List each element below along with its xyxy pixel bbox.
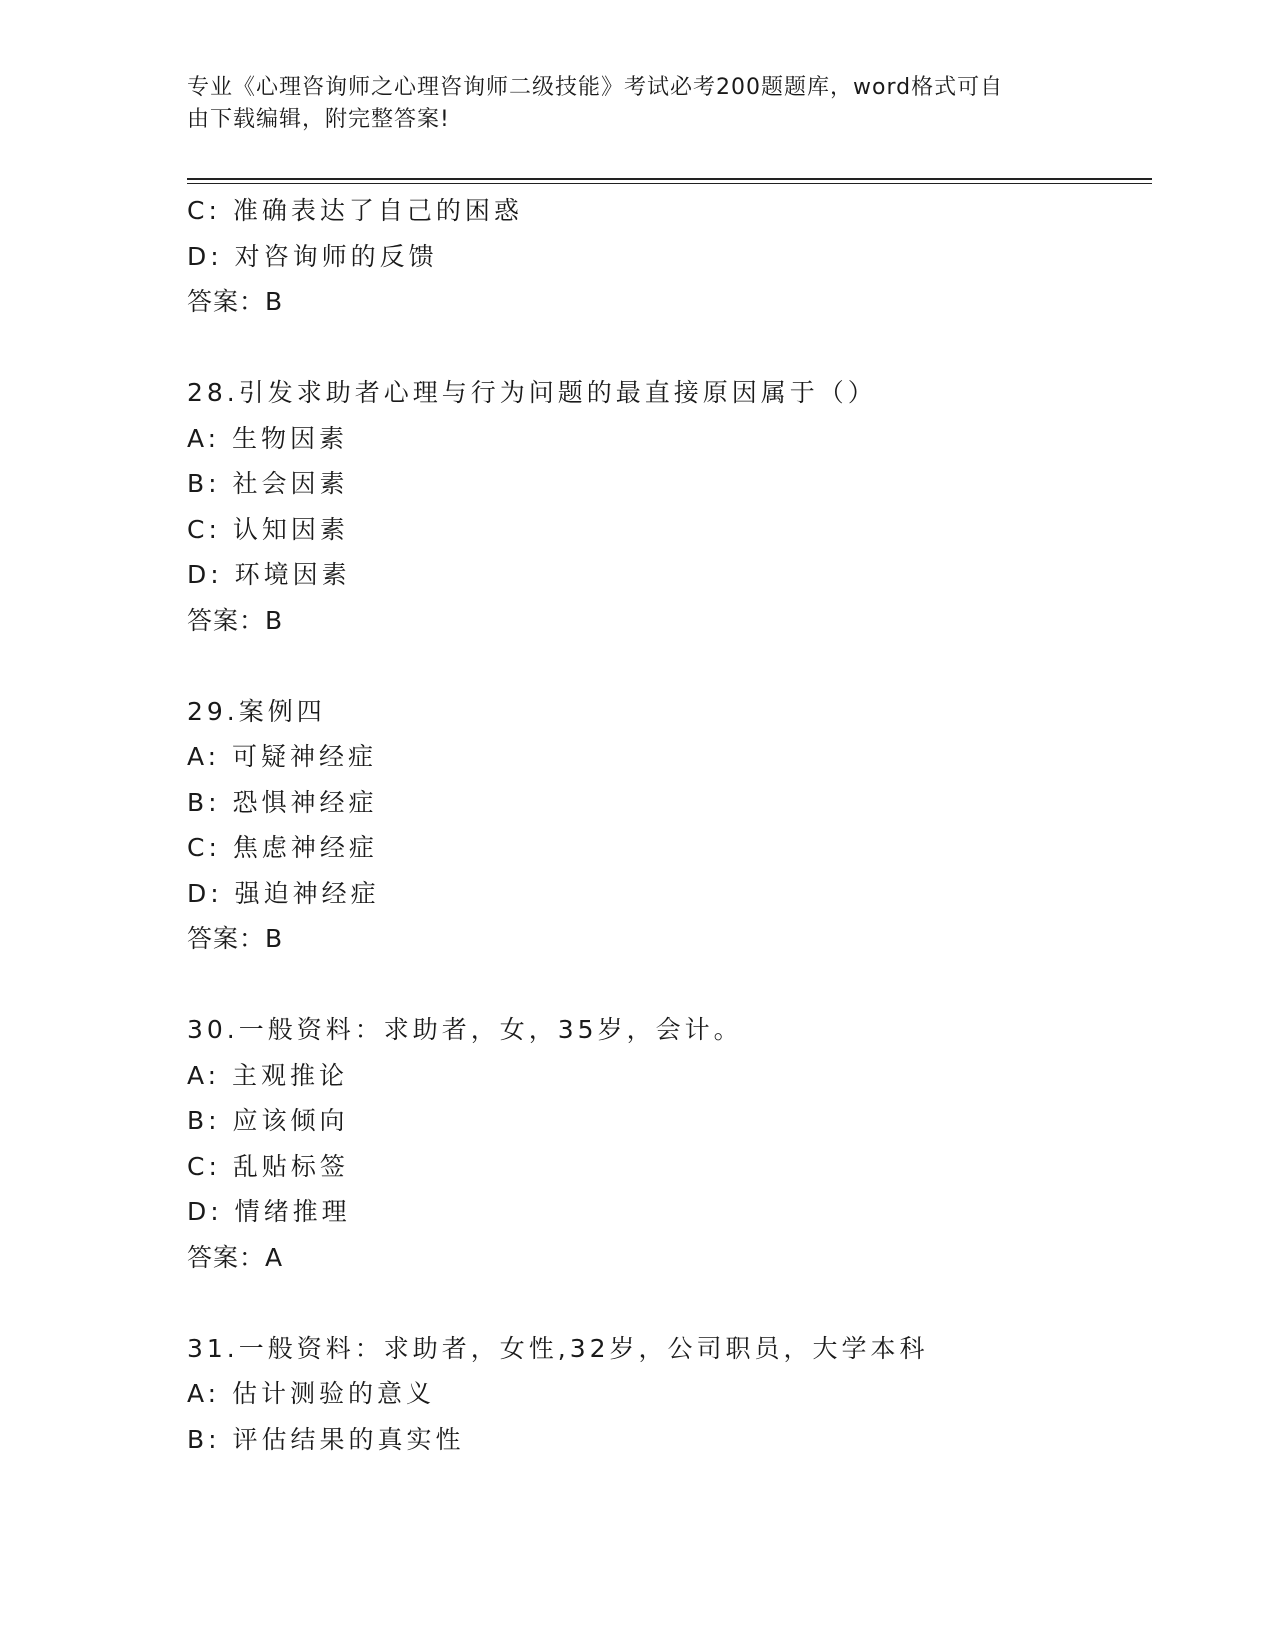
document-header [187, 72, 1067, 136]
option-c: C: 准确表达了自己的困惑 [187, 196, 523, 225]
option-d: D: 对咨询师的反馈 [187, 241, 438, 271]
question-stem: 28.引发求助者心理与行为问题的最直接原因属于（） [187, 378, 877, 407]
option-a: A: 生物因素 [187, 423, 349, 453]
header-divider-thin [187, 183, 1152, 184]
option-c: C: 焦虑神经症 [187, 833, 378, 862]
option-a: A: 主观推论 [187, 1060, 349, 1090]
answer-line: 答案：B [187, 924, 284, 953]
header-line-1: 专业《心理咨询师之心理咨询师二级技能》考试必考200题题库，word格式可自 [187, 75, 1004, 100]
spacer [187, 643, 1152, 689]
option-c: C: 认知因素 [187, 514, 349, 544]
spacer [187, 325, 1152, 371]
option-b: B: 应该倾向 [187, 1106, 349, 1135]
option-b: B: 恐惧神经症 [187, 787, 378, 817]
option-d: D: 强迫神经症 [187, 878, 380, 908]
option-a: A: 估计测验的意义 [187, 1379, 436, 1408]
spacer [187, 962, 1152, 1008]
header-line-2: 由下载编辑，附完整答案! [187, 107, 450, 132]
option-c: C: 乱贴标签 [187, 1151, 349, 1181]
option-a: A: 可疑神经症 [187, 742, 378, 771]
option-d: D: 情绪推理 [187, 1197, 351, 1226]
question-list [187, 188, 1152, 1462]
answer-line: 答案：A [187, 1242, 284, 1272]
question-stem: 29.案例四 [187, 696, 326, 726]
option-d: D: 环境因素 [187, 560, 351, 589]
spacer [187, 1280, 1152, 1326]
option-b: B: 评估结果的真实性 [187, 1424, 465, 1454]
header-divider-thick [187, 178, 1152, 180]
answer-line: 答案：B [187, 605, 284, 635]
option-b: B: 社会因素 [187, 469, 349, 498]
question-stem: 31.一般资料：求助者，女性,32岁，公司职员，大学本科 [187, 1333, 929, 1363]
answer-line: 答案：B [187, 287, 284, 316]
question-stem: 30.一般资料：求助者，女，35岁，会计。 [187, 1015, 743, 1044]
